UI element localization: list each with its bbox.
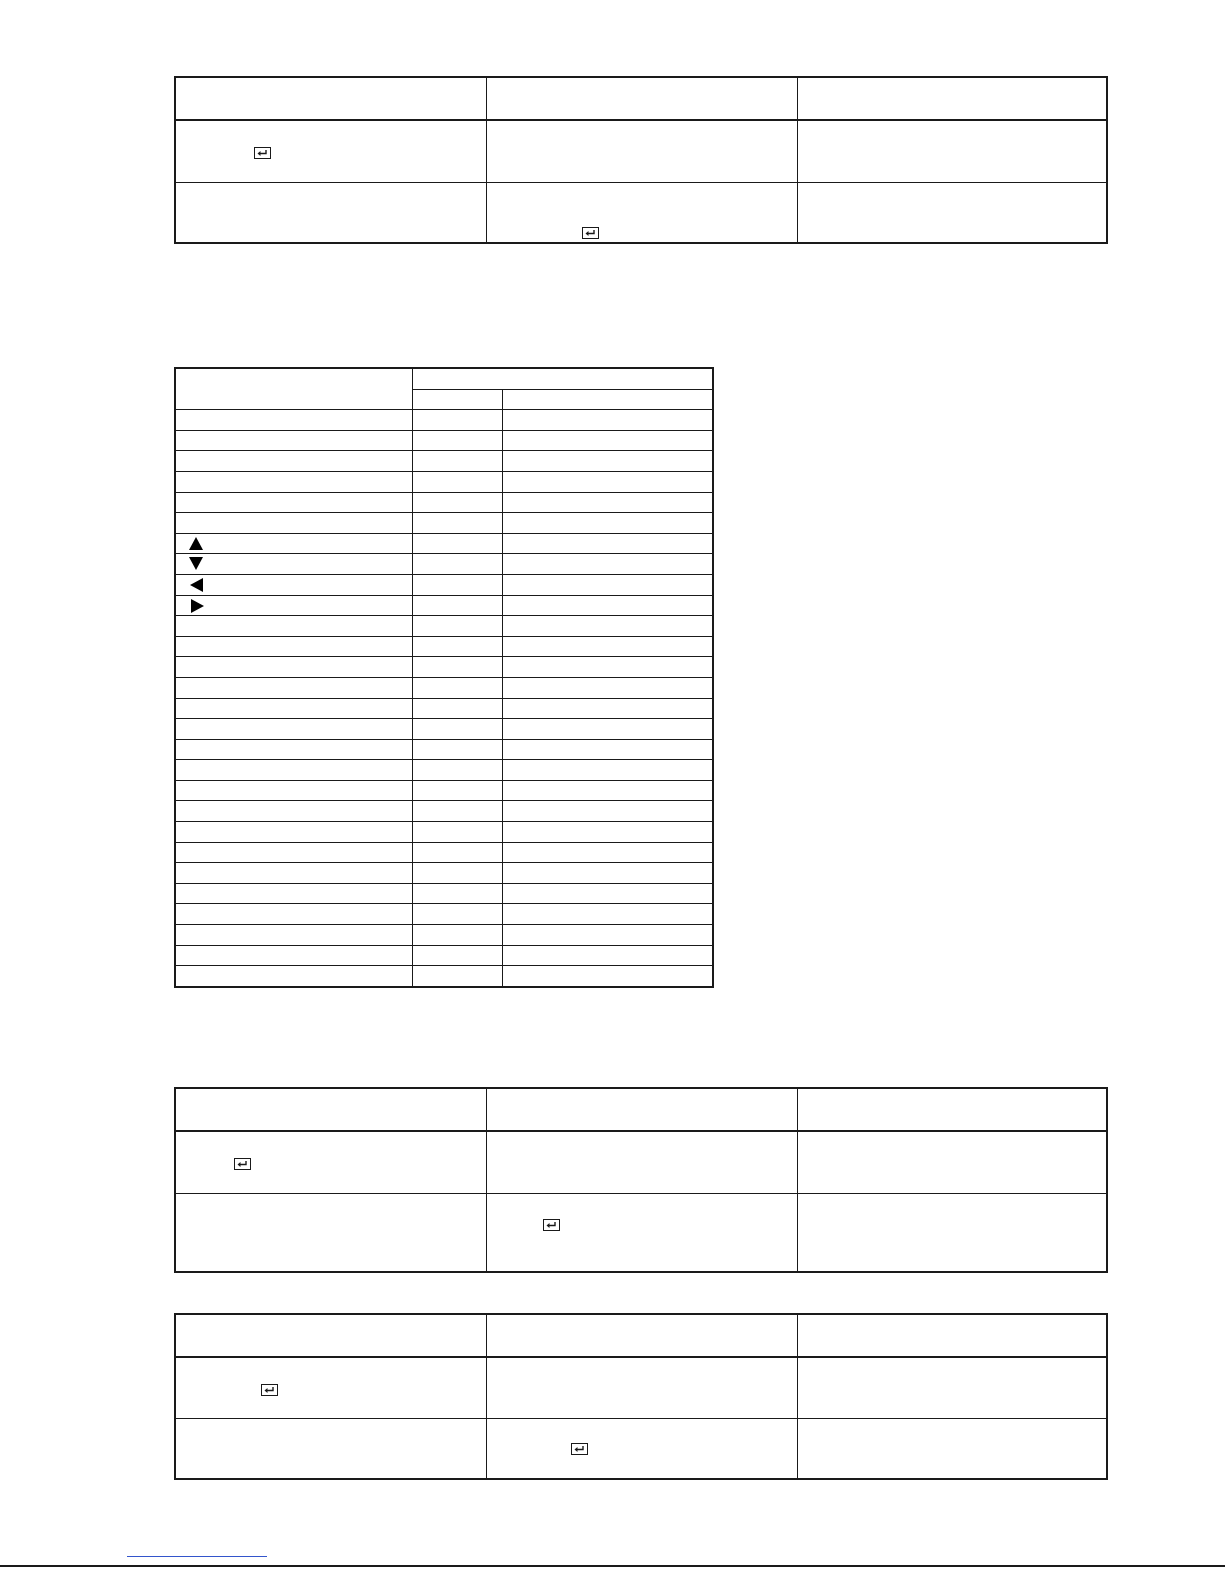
table-header-cell	[175, 77, 486, 120]
table-cell	[502, 883, 713, 904]
table-cell	[175, 595, 412, 616]
table-cell	[502, 966, 713, 987]
table-cell	[175, 801, 412, 822]
table-cell	[502, 822, 713, 843]
enter-key-icon	[582, 227, 599, 239]
table-cell	[797, 1193, 1107, 1272]
table-header-cell	[412, 389, 502, 410]
table-cell	[175, 471, 412, 492]
table-cell	[175, 1193, 486, 1272]
table-header-cell	[502, 389, 713, 410]
table-cell	[412, 513, 502, 534]
table-cell	[175, 760, 412, 781]
table-cell	[502, 533, 713, 554]
table-cell	[412, 883, 502, 904]
table-cell	[175, 863, 412, 884]
table-cell	[412, 677, 502, 698]
table-cell	[502, 554, 713, 575]
table-cell	[486, 1418, 797, 1479]
table-header-cell	[486, 1088, 797, 1131]
table-cell	[412, 616, 502, 637]
table-cell	[412, 410, 502, 431]
footer-link-underline[interactable]	[127, 1556, 267, 1557]
table-cell	[412, 533, 502, 554]
enter-key-icon	[234, 1158, 251, 1170]
table-cell	[412, 966, 502, 987]
triangle-right-icon	[191, 599, 204, 613]
table-cell	[412, 719, 502, 740]
table-header-cell	[175, 368, 412, 410]
table-cell	[175, 120, 486, 182]
table-cell	[412, 554, 502, 575]
table-cell	[502, 636, 713, 657]
table-cell	[175, 513, 412, 534]
table-cell	[175, 842, 412, 863]
table-cell	[175, 657, 412, 678]
table-cell	[175, 616, 412, 637]
table-cell	[486, 1193, 797, 1272]
table-cell	[502, 410, 713, 431]
table-cell	[486, 1131, 797, 1193]
table-cell	[412, 904, 502, 925]
table-cell	[502, 904, 713, 925]
table-cell	[502, 430, 713, 451]
table-cell	[175, 780, 412, 801]
table-header-cell	[797, 1314, 1107, 1357]
table-cell	[502, 677, 713, 698]
table-cell	[412, 698, 502, 719]
table-cell	[175, 966, 412, 987]
table-cell	[412, 822, 502, 843]
table-cell	[412, 760, 502, 781]
code-table	[174, 367, 714, 988]
procedure-table-1	[174, 76, 1108, 244]
table-cell	[412, 471, 502, 492]
table-header-cell	[486, 1314, 797, 1357]
table-cell	[175, 945, 412, 966]
table-cell	[175, 533, 412, 554]
table-cell	[412, 945, 502, 966]
table-cell	[175, 1418, 486, 1479]
table-cell	[412, 451, 502, 472]
table-header-cell	[175, 1314, 486, 1357]
table-cell	[175, 739, 412, 760]
table-cell	[412, 801, 502, 822]
triangle-up-icon	[189, 537, 203, 550]
table-cell	[175, 822, 412, 843]
table-cell	[175, 492, 412, 513]
table-cell	[175, 430, 412, 451]
table-cell	[412, 842, 502, 863]
table-header-cell	[175, 1088, 486, 1131]
table-cell	[175, 698, 412, 719]
procedure-table-2	[174, 1087, 1108, 1273]
table-cell	[175, 883, 412, 904]
table-header-cell	[412, 368, 713, 389]
table-cell	[412, 595, 502, 616]
footer-rule	[0, 1565, 1225, 1567]
procedure-table-3	[174, 1313, 1108, 1480]
table-cell	[412, 636, 502, 657]
table-cell	[412, 492, 502, 513]
table-cell	[502, 451, 713, 472]
table-cell	[502, 863, 713, 884]
table-cell	[175, 182, 486, 243]
table-cell	[502, 739, 713, 760]
table-cell	[486, 120, 797, 182]
table-cell	[502, 698, 713, 719]
enter-key-icon	[254, 147, 271, 159]
table-cell	[412, 863, 502, 884]
table-cell	[502, 595, 713, 616]
table-cell	[412, 574, 502, 595]
table-cell	[502, 925, 713, 946]
table-cell	[175, 554, 412, 575]
table-cell	[797, 1418, 1107, 1479]
table-cell	[797, 120, 1107, 182]
table-cell	[175, 904, 412, 925]
table-cell	[797, 1131, 1107, 1193]
table-cell	[412, 780, 502, 801]
table-cell	[412, 739, 502, 760]
table-cell	[175, 574, 412, 595]
table-cell	[412, 430, 502, 451]
table-cell	[502, 574, 713, 595]
table-cell	[486, 1357, 797, 1418]
table-cell	[175, 677, 412, 698]
table-cell	[175, 925, 412, 946]
triangle-left-icon	[190, 578, 203, 592]
enter-key-icon	[571, 1443, 588, 1455]
table-cell	[175, 410, 412, 431]
table-header-cell	[797, 1088, 1107, 1131]
table-cell	[175, 636, 412, 657]
table-cell	[502, 657, 713, 678]
table-cell	[412, 657, 502, 678]
table-cell	[502, 471, 713, 492]
table-header-cell	[486, 77, 797, 120]
table-cell	[502, 780, 713, 801]
table-cell	[502, 513, 713, 534]
table-cell	[502, 945, 713, 966]
table-cell	[502, 719, 713, 740]
table-cell	[175, 1131, 486, 1193]
table-cell	[175, 1357, 486, 1418]
table-cell	[502, 616, 713, 637]
table-cell	[797, 182, 1107, 243]
enter-key-icon	[543, 1219, 560, 1231]
table-header-cell	[797, 77, 1107, 120]
table-cell	[502, 760, 713, 781]
table-cell	[412, 925, 502, 946]
table-cell	[502, 801, 713, 822]
table-cell	[502, 842, 713, 863]
table-cell	[797, 1357, 1107, 1418]
table-cell	[502, 492, 713, 513]
triangle-down-icon	[189, 557, 203, 570]
table-cell	[175, 719, 412, 740]
table-cell	[175, 451, 412, 472]
enter-key-icon	[261, 1384, 278, 1396]
table-cell	[486, 182, 797, 243]
